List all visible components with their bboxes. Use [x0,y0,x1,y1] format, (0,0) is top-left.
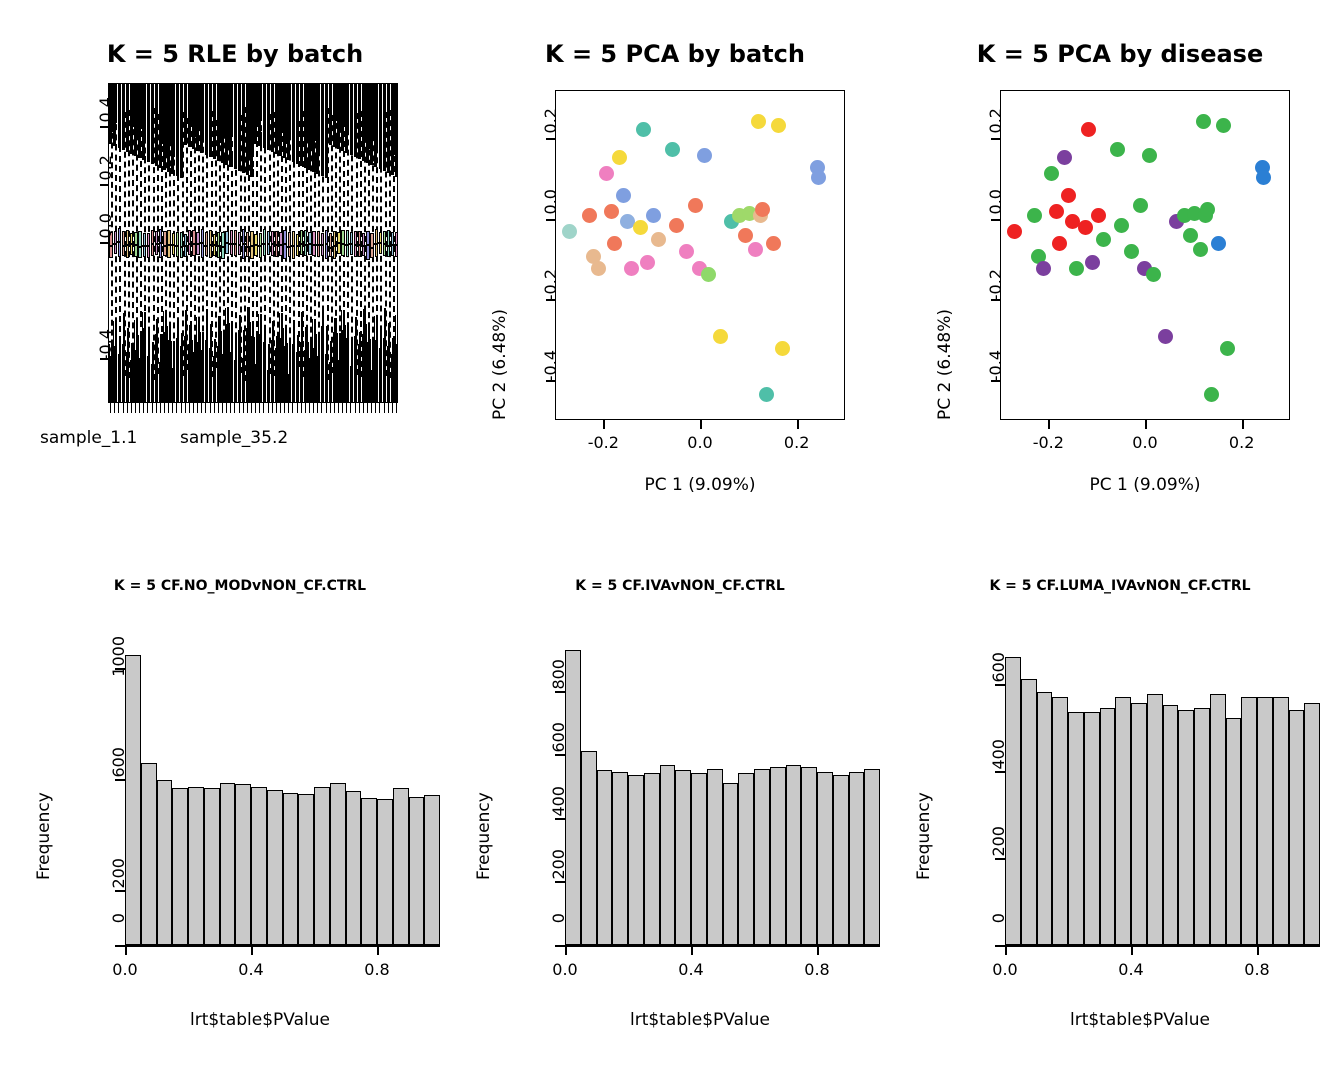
scatter-point [1027,208,1042,223]
scatter-point [1078,220,1093,235]
histogram-bar [1068,712,1084,945]
scatter-point [1196,114,1211,129]
histogram-bar [1210,694,1226,945]
hist1-xlabel: lrt$table$PValue [189,1010,330,1030]
rle-x-tick [147,403,148,413]
rle-x-tick [268,403,269,413]
rle-x-tick [243,403,244,413]
rle-x-tick [230,403,231,413]
scatter-point [1069,261,1084,276]
rle-x-tick [379,403,380,413]
panel-hist3 [900,560,1340,1060]
scatter-point [604,204,619,219]
hist2-ylabel: Frequency [474,792,494,880]
rle-x-tick [131,403,132,413]
hist-y-tick-label: 200 [109,857,128,889]
rle-x-tick [214,403,215,413]
rle-x-tick [263,403,264,413]
rle-median-line [221,246,225,248]
rle-x-tick [359,403,360,413]
histogram-bar [172,788,188,945]
pca-x-tick [1048,420,1050,429]
rle-y-tick-label: -0.4 [96,329,115,361]
rle-median-line [184,245,188,247]
rle-x-tick [284,403,285,413]
rle-y-tick-label: 0.4 [96,96,115,123]
hist3-ylabel: Frequency [914,792,934,880]
histogram-bar [770,767,786,945]
scatter-point [1091,208,1106,223]
rle-x-tick [330,403,331,413]
rle-x-tick [143,403,144,413]
rle-title: K = 5 RLE by batch [106,40,364,68]
hist-x-tick-label: 0.0 [992,960,1018,979]
rle-x-tick [164,403,165,413]
histogram-bar [786,765,802,945]
histogram-bar [597,770,613,945]
histogram-bar [204,788,220,945]
rle-x-tick [280,403,281,413]
rle-x-tick [255,403,256,413]
histogram-bar [1194,708,1210,945]
hist-y-tick-label: 400 [549,785,568,817]
histogram-bar [188,787,204,945]
rle-x-tick [239,403,240,413]
histogram-bar [1163,705,1179,945]
scatter-point [1096,232,1111,247]
rle-median-line [283,243,287,245]
rle-x-tick [234,403,235,413]
pca-disease-ylabel: PC 2 (6.48%) [935,308,955,420]
pca-y-tick-label: -0.4 [541,349,560,381]
rle-median-line [242,243,246,245]
scatter-point [636,122,651,137]
rle-box [246,232,249,256]
pca-y-tick-label: -0.4 [986,349,1005,381]
scatter-point [1085,255,1100,270]
hist-x-tick [565,945,567,955]
panel-pca-batch [460,20,890,520]
rle-box [122,231,125,255]
rle-x-tick [114,403,115,413]
rle-x-tick [210,403,211,413]
pca-y-tick-label: 0.2 [541,108,560,134]
hist3-title: K = 5 CF.LUMA_IVAvNON_CF.CTRL [989,578,1251,594]
pca-batch-title: K = 5 PCA by batch [545,40,805,68]
hist-x-tick-label: 0.8 [1244,960,1270,979]
scatter-point [582,208,597,223]
histogram-bar [283,793,299,946]
hist-y-tick-label: 600 [109,746,128,778]
scatter-point [599,166,614,181]
hist-y-tick-label: 0 [109,913,128,924]
scatter-point [697,148,712,163]
histogram-bar [409,797,425,945]
histogram-bar [235,784,251,945]
rle-xlabel-second: sample_35.2 [180,428,289,448]
hist-x-tick [1257,945,1259,955]
rle-box [329,233,332,257]
histogram-bar [675,770,691,945]
histogram-bar [849,772,865,945]
scatter-point [811,170,826,185]
scatter-point [688,198,703,213]
rle-x-tick [201,403,202,413]
rle-x-tick [396,403,397,413]
histogram-bar [1273,697,1289,945]
pca-disease-title: K = 5 PCA by disease [976,40,1264,68]
rle-box [288,232,291,256]
pca-batch-xlabel: PC 1 (9.09%) [644,475,756,495]
pca-x-tick [1242,420,1244,429]
scatter-point [665,142,680,157]
rle-box [370,233,373,257]
hist-y-tick-label: 800 [549,658,568,690]
scatter-point [616,188,631,203]
pca-x-tick [1145,420,1147,429]
pca-x-tick [700,420,702,429]
rle-x-tick [251,403,252,413]
histogram-bar [1021,679,1037,945]
scatter-point [1049,204,1064,219]
hist-y-tick-label: 200 [989,825,1008,857]
scatter-point [640,255,655,270]
rle-x-tick [342,403,343,413]
scatter-point [1061,188,1076,203]
histogram-bar [1226,718,1242,945]
scatter-point [1044,166,1059,181]
hist-x-axis-line [1005,945,1320,947]
rle-x-tick [205,403,206,413]
rle-x-tick [139,403,140,413]
rle-x-tick [127,403,128,413]
hist3-xlabel: lrt$table$PValue [1069,1010,1210,1030]
hist-x-tick-label: 0.4 [1118,960,1144,979]
histogram-bar [220,783,236,945]
scatter-point [1183,228,1198,243]
histogram-bar [298,794,314,945]
rle-x-tick [305,403,306,413]
scatter-point [1220,341,1235,356]
histogram-bar [612,772,628,945]
pca-disease-plot-area [1000,90,1290,420]
rle-x-tick [363,403,364,413]
hist2-xlabel: lrt$table$PValue [629,1010,770,1030]
rle-x-tick [338,403,339,413]
histogram-bar [1289,710,1305,945]
rle-x-tick [313,403,314,413]
histogram-bar [1131,703,1147,945]
histogram-bar [1115,697,1131,945]
scatter-point [751,114,766,129]
histogram-bar [644,773,660,945]
scatter-point [755,202,770,217]
hist1-ylabel: Frequency [34,792,54,880]
scatter-point [1142,148,1157,163]
rle-median-line [296,245,300,247]
rle-xlabel-first: sample_1.1 [40,428,138,448]
rle-x-tick [292,403,293,413]
rle-x-tick [371,403,372,413]
histogram-bar [424,795,440,945]
rle-median-line [146,245,150,247]
histogram-bar [1037,692,1053,945]
scatter-point [759,387,774,402]
scatter-point [701,267,716,282]
rle-median-line [325,243,329,245]
rle-x-tick [367,403,368,413]
rle-x-tick [375,403,376,413]
scatter-point [1256,170,1271,185]
hist-y-tick-label: 0 [989,913,1008,924]
rle-x-tick [118,403,119,413]
scatter-point [1133,198,1148,213]
rle-x-tick [334,403,335,413]
rle-x-tick [259,403,260,413]
hist-x-axis-line [565,945,880,947]
hist-y-tick-label: 600 [989,651,1008,683]
scatter-point [633,220,648,235]
histogram-bar [346,791,362,945]
scatter-point [1146,267,1161,282]
hist1-title: K = 5 CF.NO_MODvNON_CF.CTRL [113,578,367,594]
rle-x-tick [272,403,273,413]
rle-y-tick-label: 0.2 [96,154,115,181]
rle-x-tick [160,403,161,413]
rle-whisker [397,114,398,375]
rle-median-line [200,242,204,244]
histogram-bar [330,783,346,945]
rle-box [163,231,166,255]
rle-median-line [370,247,374,249]
histogram-bar [628,775,644,945]
histogram-bar [801,767,817,945]
histogram-bar [581,751,597,945]
scatter-point [1124,244,1139,259]
scatter-point [591,261,606,276]
rle-x-tick [172,403,173,413]
histogram-bar [723,783,739,945]
rle-x-tick [181,403,182,413]
scatter-point [612,150,627,165]
histogram-bar [833,775,849,945]
scatter-point [669,218,684,233]
scatter-point [1216,118,1231,133]
scatter-point [1081,122,1096,137]
scatter-point [1007,224,1022,239]
scatter-point [738,228,753,243]
histogram-bar [754,769,770,945]
histogram-bar [267,790,283,945]
histogram-bar [707,769,723,945]
pca-x-tick-label: 0.2 [783,433,810,452]
hist-x-tick-label: 0.4 [678,960,704,979]
scatter-point [1036,261,1051,276]
histogram-bar [377,799,393,945]
pca-y-tick-label: -0.2 [986,269,1005,301]
histogram-bar [660,765,676,945]
rle-plot-area [108,83,398,403]
rle-x-tick [317,403,318,413]
rle-x-tick [135,403,136,413]
histogram-bar [691,773,707,945]
rle-box [205,232,208,256]
histogram-bar [1304,703,1320,945]
rle-x-tick [297,403,298,413]
rle-x-tick [193,403,194,413]
pca-y-tick-label: -0.2 [541,269,560,301]
hist-x-tick [125,945,127,955]
scatter-point [562,224,577,239]
scatter-point [748,242,763,257]
histogram-bar [738,773,754,945]
pca-x-tick-label: 0.0 [1132,433,1158,452]
histogram-bar [864,769,880,945]
rle-x-tick [350,403,351,413]
rle-x-tick [110,403,111,413]
histogram-bar [141,763,157,945]
rle-x-tick [392,403,393,413]
rle-x-tick [168,403,169,413]
pca-batch-plot-area [555,90,845,420]
histogram-bar [361,798,377,945]
scatter-point [679,244,694,259]
scatter-point [1057,150,1072,165]
hist2-title: K = 5 CF.IVAvNON_CF.CTRL [575,578,785,594]
histogram-bar [817,772,833,945]
pca-x-tick-label: -0.2 [587,433,619,452]
scatter-point [1211,236,1226,251]
rle-x-tick [355,403,356,413]
scatter-point [651,232,666,247]
histogram-bar [1147,694,1163,945]
rle-y-tick-label: 0.0 [96,213,115,239]
rle-x-tick [301,403,302,413]
rle-median-line [117,241,121,243]
rle-x-tick [218,403,219,413]
pca-x-tick-label: 0.0 [687,433,713,452]
scatter-point [766,236,781,251]
rle-median-line [333,245,337,247]
scatter-point [624,261,639,276]
hist-x-tick-label: 0.0 [552,960,578,979]
rle-x-tick [189,403,190,413]
rle-x-tick [276,403,277,413]
rle-x-tick [226,403,227,413]
rle-x-tick [288,403,289,413]
pca-x-tick [603,420,605,429]
rle-x-tick [247,403,248,413]
scatter-point [1110,142,1125,157]
panel-pca-disease [905,20,1335,520]
scatter-point [1193,242,1208,257]
pca-y-tick-label: 0.0 [541,188,560,215]
scatter-point [775,341,790,356]
histogram-bar [251,787,267,945]
scatter-point [1158,329,1173,344]
hist-x-tick-label: 0.0 [112,960,138,979]
pca-y-tick-label: 0.0 [986,188,1005,215]
rle-x-tick [384,403,385,413]
rle-median-line [366,244,370,246]
histogram-bar [314,787,330,945]
histogram-bar [393,788,409,945]
hist-x-tick [691,945,693,955]
rle-median-line [395,244,398,246]
hist-x-tick-label: 0.4 [238,960,264,979]
scatter-point [1204,387,1219,402]
histogram-bar [1100,708,1116,945]
scatter-point [646,208,661,223]
rle-x-tick [321,403,322,413]
hist-x-tick [1005,945,1007,955]
rle-median-line [258,245,262,247]
pca-x-tick-label: 0.2 [1228,433,1255,452]
pca-disease-xlabel: PC 1 (9.09%) [1089,475,1201,495]
hist-y-tick-label: 0 [549,913,568,924]
hist-y-tick-label: 1000 [109,635,128,677]
rle-x-tick [197,403,198,413]
hist-x-tick-label: 0.8 [364,960,390,979]
rle-x-tick [156,403,157,413]
pca-batch-ylabel: PC 2 (6.48%) [490,308,510,420]
pca-x-tick-label: -0.2 [1032,433,1064,452]
hist-y-tick-label: 200 [549,849,568,880]
hist-y-tick-label: 400 [989,738,1008,770]
hist-x-tick [817,945,819,955]
rle-x-tick [309,403,310,413]
histogram-bar [1052,697,1068,945]
panel-hist1 [20,560,460,1060]
hist-x-tick [1131,945,1133,955]
scatter-point [607,236,622,251]
histogram-bar [1257,697,1273,945]
rle-median-line [159,242,163,244]
pca-y-tick-label: 0.2 [986,108,1005,134]
rle-x-tick [185,403,186,413]
scatter-point [1114,218,1129,233]
scatter-point [1052,236,1067,251]
pca-x-tick [797,420,799,429]
hist-y-tick-label: 600 [549,722,568,753]
rle-x-tick [152,403,153,413]
histogram-bar [1241,697,1257,945]
rle-x-tick [176,403,177,413]
histogram-bar [1084,712,1100,945]
rle-x-tick [346,403,347,413]
panel-rle [20,20,450,520]
panel-hist2 [460,560,900,1060]
scatter-point [713,329,728,344]
rle-x-tick [123,403,124,413]
rle-x-tick [326,403,327,413]
hist-x-tick [251,945,253,955]
hist-x-tick-label: 0.8 [804,960,830,979]
hist-x-tick [377,945,379,955]
histogram-bar [157,780,173,945]
rle-x-tick [222,403,223,413]
scatter-point [771,118,786,133]
histogram-bar [1178,710,1194,945]
hist-x-axis-line [125,945,440,947]
rle-x-tick [388,403,389,413]
scatter-point [1200,202,1215,217]
